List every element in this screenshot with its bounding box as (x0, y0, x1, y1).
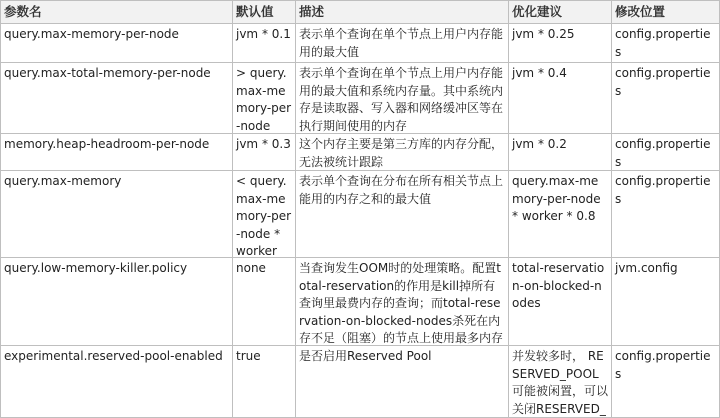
param-name-cell: experimental.reserved-pool-enabled (0, 346, 232, 417)
table-row (0, 170, 720, 257)
default-value-cell: jvm * 0.1 (232, 24, 295, 62)
param-name-cell: query.max-memory (0, 171, 232, 257)
param-name-cell: memory.heap-headroom-per-node (0, 134, 232, 170)
header-description: 描述 (295, 1, 508, 23)
description-cell: 表示单个查询在单个节点上用户内存能用的最大值和系统内存量。其中系统内存是读取器、写入器和网络缓冲区等在执行期间使用的内存 (295, 63, 508, 133)
location-cell: config.properties (611, 346, 720, 417)
param-name-cell: query.max-memory-per-node (0, 24, 232, 62)
table-row (0, 23, 720, 62)
location-cell: config.properties (611, 134, 720, 170)
table-row (0, 133, 720, 170)
suggestion-cell: jvm * 0.4 (508, 63, 611, 133)
suggestion-cell: 并发较多时， RESERVED_POOL可能被闲置，可以关闭RESERVED_ (508, 346, 611, 417)
description-cell: 表示单个查询在单个节点上用户内存能用的最大值 (295, 24, 508, 62)
param-name-cell: query.max-total-memory-per-node (0, 63, 232, 133)
suggestion-cell: total-reservation-on-blocked-nodes (508, 258, 611, 345)
default-value-cell: true (232, 346, 295, 417)
default-value-cell: none (232, 258, 295, 345)
location-cell: config.properties (611, 171, 720, 257)
table-header-row (0, 0, 720, 23)
location-cell: config.properties (611, 24, 720, 62)
suggestion-cell: jvm * 0.2 (508, 134, 611, 170)
header-default-value: 默认值 (232, 1, 295, 23)
default-value-cell: < query.max-memory-per-node * worker (232, 171, 295, 257)
param-name-cell: query.low-memory-killer.policy (0, 258, 232, 345)
header-location: 修改位置 (611, 1, 720, 23)
description-cell: 表示单个查询在分布在所有相关节点上能用的内存之和的最大值 (295, 171, 508, 257)
table-row (0, 62, 720, 133)
suggestion-cell: query.max-memory-per-node * worker * 0.8 (508, 171, 611, 257)
location-cell: jvm.config (611, 258, 720, 345)
description-cell: 这个内存主要是第三方库的内存分配，无法被统计跟踪 (295, 134, 508, 170)
default-value-cell: > query.max-memory-per-node (232, 63, 295, 133)
header-param-name: 参数名 (0, 1, 232, 23)
location-cell: config.properties (611, 63, 720, 133)
description-cell: 是否启用Reserved Pool (295, 346, 508, 417)
description-cell: 当查询发生OOM时的处理策略。配置total-reservation的作用是kill掉所有查询里最费内存的查询；而total-reservation-on-blocked-nodes杀死在内存不足（阻塞）的节点上使用最多内存 (295, 258, 508, 345)
header-suggestion: 优化建议 (508, 1, 611, 23)
suggestion-cell: jvm * 0.25 (508, 24, 611, 62)
default-value-cell: jvm * 0.3 (232, 134, 295, 170)
table-row (0, 257, 720, 345)
table-row (0, 345, 720, 418)
